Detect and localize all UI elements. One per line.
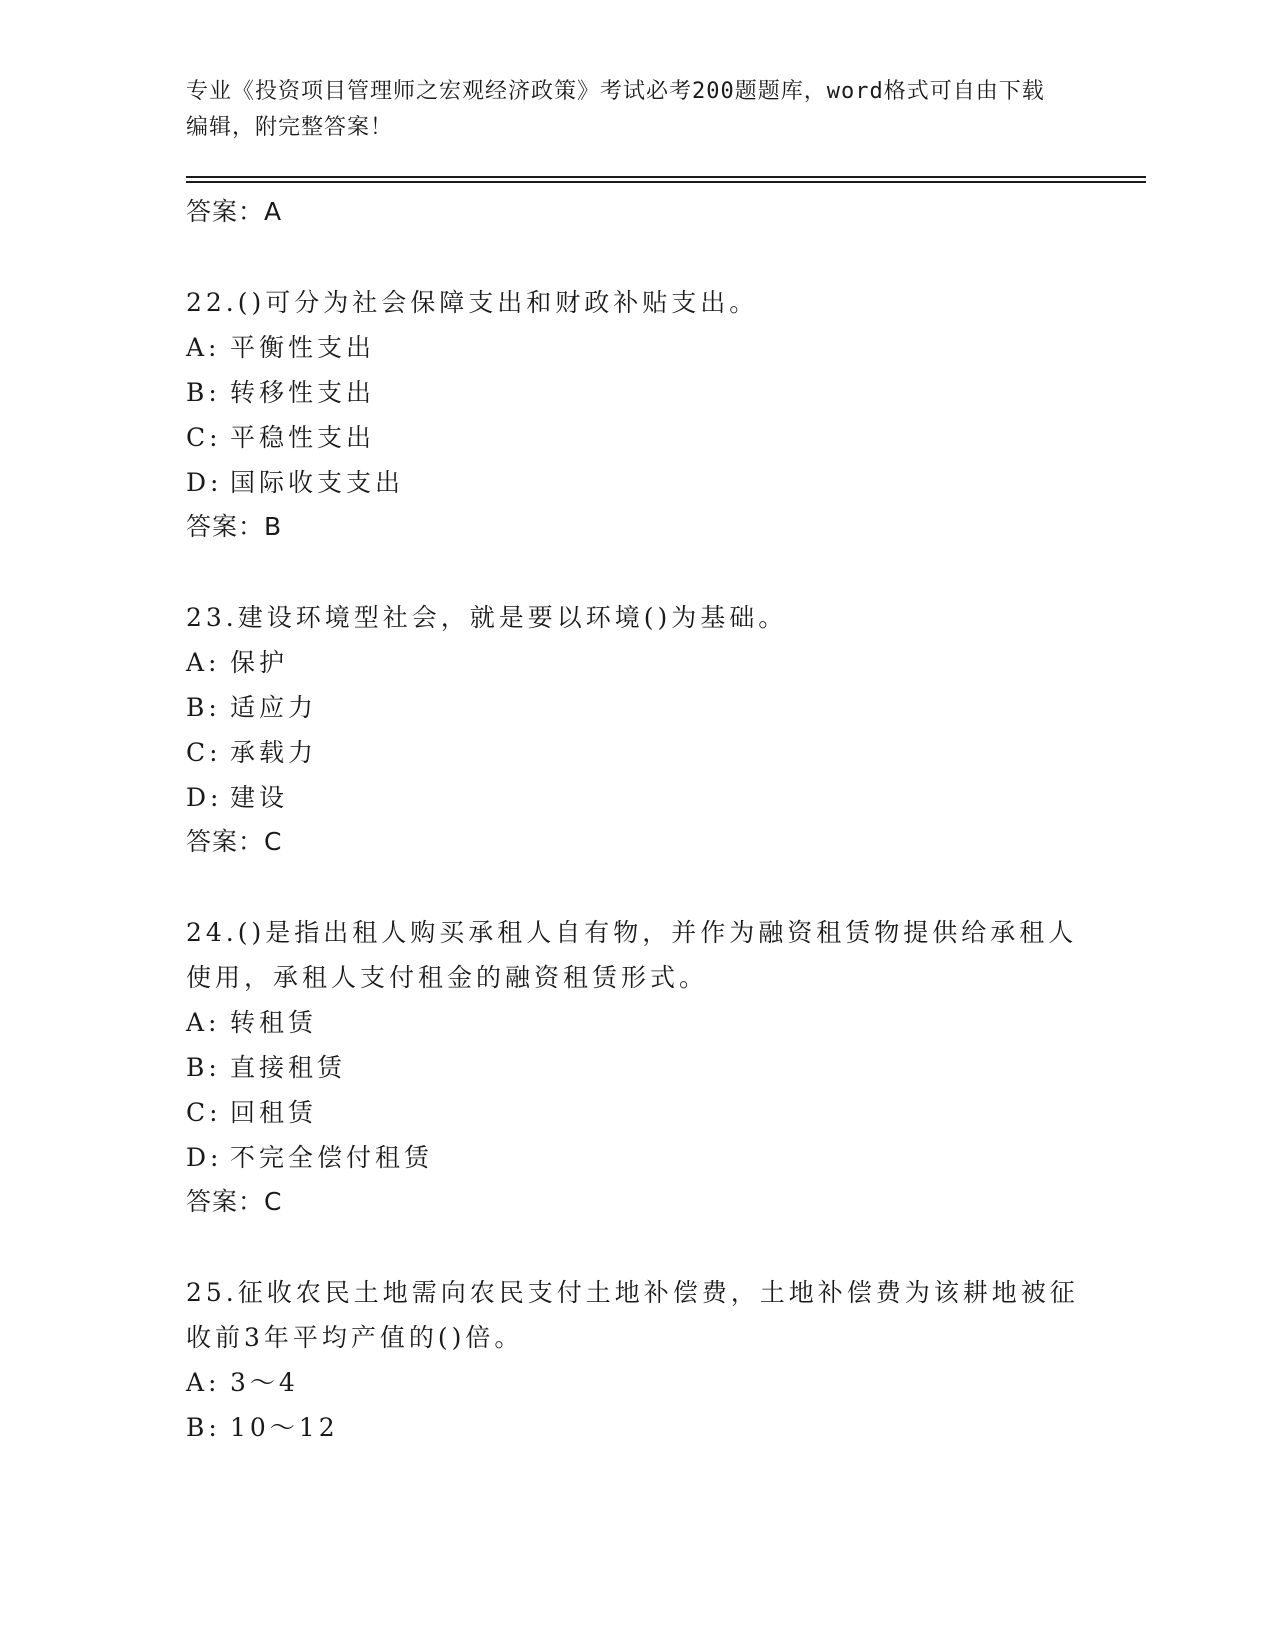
option-key: C: — [186, 423, 222, 452]
option-text: 10～12 — [230, 1413, 339, 1442]
option-key: C: — [186, 1098, 222, 1127]
option-c — [186, 730, 1086, 775]
option-text: 平衡性支出 — [230, 333, 376, 362]
option-key: A: — [186, 648, 221, 677]
option-key: A: — [186, 1368, 221, 1397]
question-22 — [186, 280, 1086, 549]
option-a — [186, 325, 1086, 370]
answer-22: 答案：B — [186, 512, 283, 541]
option-key: C: — [186, 738, 222, 767]
answer-21: 答案：A — [186, 197, 283, 226]
question-text: 25.征收农民土地需向农民支付土地补偿费，土地补偿费为该耕地被征收前3年平均产值的()倍。 — [186, 1278, 1079, 1352]
option-key: B: — [186, 1413, 221, 1442]
option-text: 转租赁 — [230, 1008, 318, 1037]
option-d — [186, 775, 1086, 820]
option-text: 3～4 — [230, 1368, 299, 1397]
option-b — [186, 685, 1086, 730]
option-key: D: — [186, 468, 223, 497]
question-list — [186, 190, 1086, 1450]
option-key: B: — [186, 693, 221, 722]
document-header: 专业《投资项目管理师之宏观经济政策》考试必考200题题库，word格式可自由下载编辑，附完整答案！ — [186, 79, 1045, 140]
option-text: 国际收支支出 — [230, 468, 405, 497]
option-key: A: — [186, 1008, 221, 1037]
option-b — [186, 1045, 1086, 1090]
option-key: B: — [186, 1053, 221, 1082]
question-25 — [186, 1270, 1086, 1450]
option-a — [186, 640, 1086, 685]
option-a — [186, 1360, 1086, 1405]
option-text: 回租赁 — [230, 1098, 318, 1127]
header-rule-top — [186, 176, 1146, 178]
option-c — [186, 415, 1086, 460]
question-text: 24.()是指出租人购买承租人自有物，并作为融资租赁物提供给承租人使用，承租人支付租金的融资租赁形式。 — [186, 918, 1078, 992]
option-d — [186, 1135, 1086, 1180]
option-b — [186, 370, 1086, 415]
question-text: 22.()可分为社会保障支出和财政补贴支出。 — [186, 288, 759, 317]
option-text: 平稳性支出 — [230, 423, 376, 452]
option-b — [186, 1405, 1086, 1450]
question-23 — [186, 595, 1086, 864]
header-rule-bottom — [186, 181, 1146, 183]
option-d — [186, 460, 1086, 505]
question-text: 23.建设环境型社会，就是要以环境()为基础。 — [186, 603, 788, 632]
option-key: D: — [186, 783, 223, 812]
option-text: 直接租赁 — [230, 1053, 347, 1082]
option-key: B: — [186, 378, 221, 407]
option-text: 转移性支出 — [230, 378, 376, 407]
answer-23: 答案：C — [186, 827, 283, 856]
option-a — [186, 1000, 1086, 1045]
option-key: D: — [186, 1143, 223, 1172]
answer-24: 答案：C — [186, 1187, 283, 1216]
question-24 — [186, 910, 1086, 1224]
option-text: 保护 — [230, 648, 289, 677]
option-text: 承载力 — [230, 738, 318, 767]
option-text: 建设 — [230, 783, 289, 812]
option-text: 不完全偿付租赁 — [230, 1143, 434, 1172]
option-key: A: — [186, 333, 221, 362]
option-c — [186, 1090, 1086, 1135]
option-text: 适应力 — [230, 693, 318, 722]
